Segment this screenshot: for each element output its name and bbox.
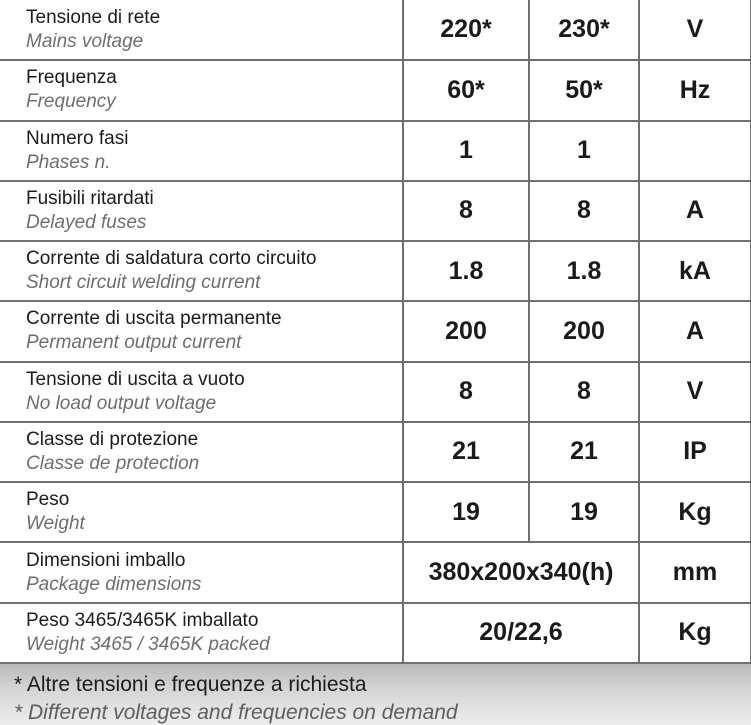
unit-cell: A <box>639 301 751 361</box>
label-italian: Corrente di saldatura corto circuito <box>26 248 317 270</box>
row-label <box>0 241 403 301</box>
table-row <box>0 0 751 60</box>
footnote-italian: * Altre tensioni e frequenze a richiesta <box>14 673 367 696</box>
table-row <box>0 603 751 663</box>
label-english: Delayed fuses <box>26 211 147 233</box>
row-label <box>0 542 403 602</box>
label-italian: Corrente di uscita permanente <box>26 308 282 330</box>
value-col2: 8 <box>529 362 639 422</box>
row-label <box>0 181 403 241</box>
label-english: Classe de protection <box>26 452 200 474</box>
label-italian: Fusibili ritardati <box>26 187 154 209</box>
label-english: Weight 3465 / 3465K packed <box>26 633 270 655</box>
unit-cell: Kg <box>639 603 751 663</box>
row-label <box>0 362 403 422</box>
value-col2: 21 <box>529 422 639 482</box>
footnote-band <box>0 664 751 725</box>
label-italian: Tensione di rete <box>26 6 161 28</box>
row-label <box>0 301 403 361</box>
unit-cell: mm <box>639 542 751 602</box>
label-italian: Dimensioni imballo <box>26 549 186 571</box>
value-col2: 8 <box>529 181 639 241</box>
table-row <box>0 181 751 241</box>
table-row <box>0 482 751 542</box>
value-col2: 200 <box>529 301 639 361</box>
table-row <box>0 422 751 482</box>
value-col1: 8 <box>403 362 529 422</box>
unit-cell <box>639 121 751 181</box>
label-italian: Peso <box>26 489 70 511</box>
value-col2: 1.8 <box>529 241 639 301</box>
unit-cell: V <box>639 0 751 60</box>
value-col1: 220* <box>403 0 529 60</box>
value-col2: 50* <box>529 60 639 120</box>
unit-cell: A <box>639 181 751 241</box>
unit-cell: V <box>639 362 751 422</box>
row-label <box>0 121 403 181</box>
unit-cell: Hz <box>639 60 751 120</box>
label-english: Weight <box>26 513 85 535</box>
value-col1: 60* <box>403 60 529 120</box>
value-col1: 19 <box>403 482 529 542</box>
table-row <box>0 542 751 602</box>
value-col1: 1.8 <box>403 241 529 301</box>
unit-cell: Kg <box>639 482 751 542</box>
label-italian: Numero fasi <box>26 127 129 149</box>
row-label <box>0 422 403 482</box>
value-col2: 1 <box>529 121 639 181</box>
row-label <box>0 603 403 663</box>
value-col1: 1 <box>403 121 529 181</box>
row-label <box>0 0 403 60</box>
value-col1: 200 <box>403 301 529 361</box>
value-merged: 20/22,6 <box>403 603 639 663</box>
footnote-english: * Different voltages and frequencies on demand <box>14 701 458 724</box>
table-row <box>0 121 751 181</box>
table-row <box>0 301 751 361</box>
label-italian: Classe di protezione <box>26 428 199 450</box>
value-merged: 380x200x340(h) <box>403 542 639 602</box>
label-italian: Tensione di uscita a vuoto <box>26 368 245 390</box>
label-italian: Peso 3465/3465K imballato <box>26 609 259 631</box>
unit-cell: kA <box>639 241 751 301</box>
row-label <box>0 482 403 542</box>
value-col2: 19 <box>529 482 639 542</box>
table-row <box>0 241 751 301</box>
label-english: Permanent output current <box>26 332 242 354</box>
table-row <box>0 362 751 422</box>
label-english: Phases n. <box>26 151 111 173</box>
unit-cell: IP <box>639 422 751 482</box>
row-label <box>0 60 403 120</box>
value-col1: 21 <box>403 422 529 482</box>
label-english: Mains voltage <box>26 30 144 52</box>
table-row <box>0 60 751 120</box>
label-english: Frequency <box>26 91 116 113</box>
label-english: Short circuit welding current <box>26 272 261 294</box>
label-english: Package dimensions <box>26 573 202 595</box>
label-english: No load output voltage <box>26 392 217 414</box>
value-col2: 230* <box>529 0 639 60</box>
label-italian: Frequenza <box>26 67 117 89</box>
value-col1: 8 <box>403 181 529 241</box>
